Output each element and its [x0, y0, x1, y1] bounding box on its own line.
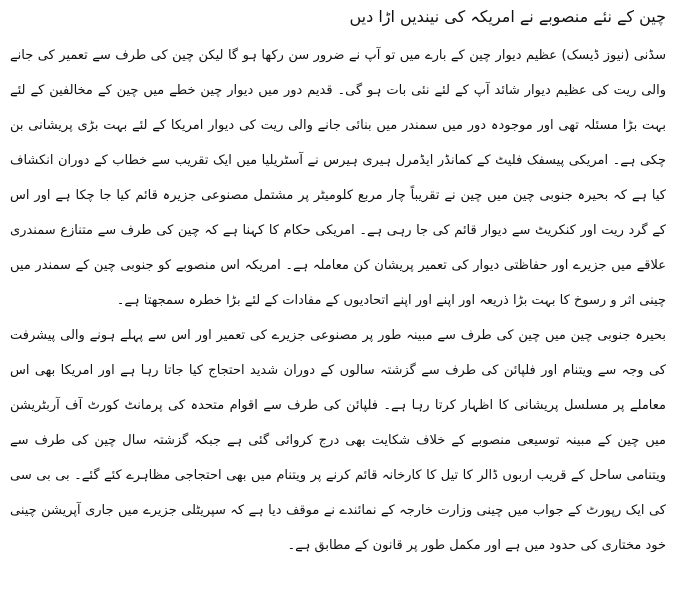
- article-paragraph-2: بحیرہ جنوبی چین میں چین کی طرف سے مبینہ طور پر مصنوعی جزیرے کی تعمیر اور اس سے پہلے ہونے والی پیشرفت کی وجہ سے ویتنام اور فلپائن کی طرف سے گزشتہ سالوں کے دوران شدید احتجاج کیا جاتا رہا ہے اور امریکا بھی اس معاملے پر مسلسل پریشانی کا اظہار کرتا رہا ہے۔ فلپائن کی طرف سے اقوام متحدہ کی پرمانٹ کورٹ آف آربٹریشن میں چین کے مبینہ توسیعی منصوبے کے خلاف شکایت بھی درج کروائی گئی ہے جبکہ گزشتہ سال چین کی طرف سے ویتنامی ساحل کے قریب اربوں ڈالر کا تیل کا کارخانہ قائم کرنے پر ویتنام میں بھی احتجاجی مظاہرے کئے گئے۔ بی بی سی کی ایک رپورٹ کے جواب میں چینی وزارت خارجہ کے نمائندے نے موقف دیا ہے کہ سپریٹلی جزیرے میں جاری آپریشن چینی خود مختاری کی حدود میں ہے اور مکمل طور پر قانون کے مطابق ہے۔: [10, 328, 666, 553]
- article-paragraph-1: سڈنی (نیوز ڈیسک) عظیم دیوار چین کے بارے میں تو آپ نے ضرور سن رکھا ہو گا لیکن چین کی طرف سے تعمیر کی جانے والی ریت کی عظیم دیوار شائد آپ کے لئے نئی بات ہو گی۔ قدیم دور میں دیوار چین خطے میں چین کے مخالفین کے لئے بہت بڑا مسئلہ تھی اور موجودہ دور میں سمندر میں بنائی جانے والی ریت کی دیوار امریکا کے لئے بہت بڑی پریشانی بن چکی ہے۔ امریکی پیسفک فلیٹ کے کمانڈر ایڈمرل ہیری ہیرس نے آسٹریلیا میں ایک تقریب سے خطاب کے دوران انکشاف کیا ہے کہ بحیرہ جنوبی چین میں چین نے تقریباً چار مربع کلومیٹر پر مشتمل مصنوعی جزیرہ قائم کیا جا چکا ہے اور اس کے گرد ریت اور کنکریٹ سے دیوار قائم کی جا رہی ہے۔ امریکی حکام کا کہنا ہے کہ چین کی طرف سے متنازع سمندری علاقے میں جزیرے اور حفاظتی دیوار کی تعمیر پریشان کن معاملہ ہے۔ امریکہ اس منصوبے کو جنوبی چین کے سمندر میں چینی اثر و رسوخ کا بہت بڑا ذریعہ اور اپنے اور اپنے اتحادیوں کے مفادات کے لئے بڑا خطرہ سمجھتا ہے۔: [10, 48, 666, 308]
- article-headline: چین کے نئے منصوبے نے امریکہ کی نیندیں اڑا دیں: [349, 7, 666, 26]
